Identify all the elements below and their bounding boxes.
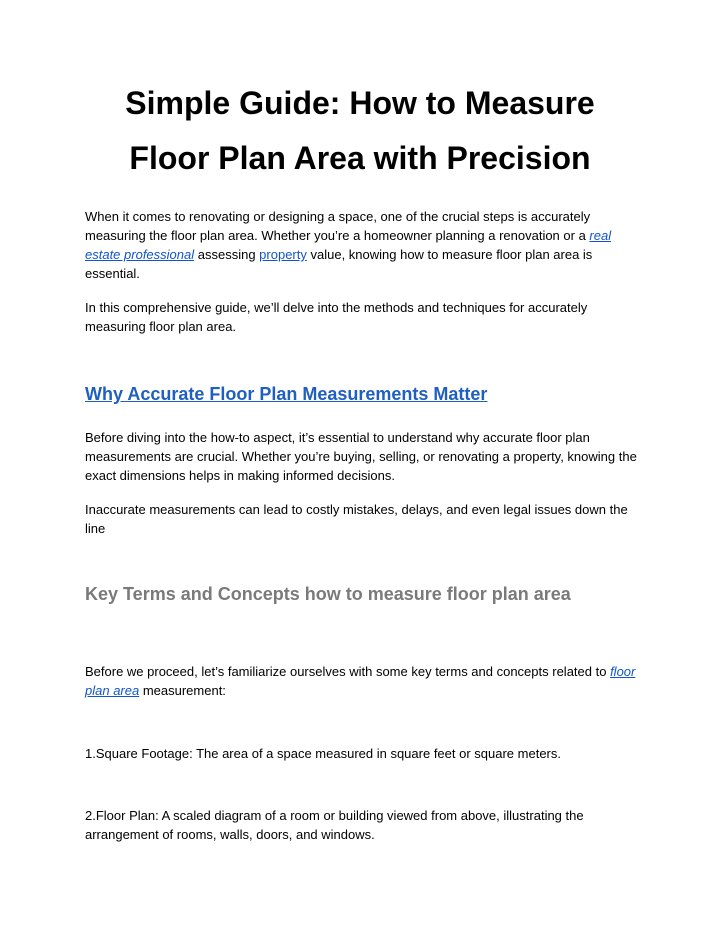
list-item-floor-plan: 2.Floor Plan: A scaled diagram of a room or building viewed from above, illustrating the arrangement of rooms, walls, doors, and windows. <box>85 808 584 842</box>
intro-text-1: When it comes to renovating or designing a space, one of the crucial steps is accurately measuring the floor plan area. Whether you’re a homeowner planning a renovation or a <box>85 209 591 243</box>
intro-text-2: assessing <box>194 247 260 262</box>
real-estate-professional-link[interactable]: real estate professional <box>85 228 612 262</box>
floor-plan-area-link[interactable]: floor plan area <box>85 664 636 698</box>
page-title <box>40 76 680 186</box>
title-line-1: Simple Guide: How to Measure <box>125 85 595 121</box>
intro-paragraph <box>85 207 645 283</box>
intro-paragraph-2: In this comprehensive guide, we’ll delve into the methods and techniques for accurately measuring floor plan area. <box>85 300 588 334</box>
section2-text: Before we proceed, let’s familiarize ourselves with some key terms and concepts related to <box>85 664 611 679</box>
property-link[interactable]: property <box>259 247 307 262</box>
intro-text-3: value, knowing how to measure floor plan area is essential. <box>85 247 593 281</box>
list-item-square-footage: 1.Square Footage: The area of a space measured in square feet or square meters. <box>85 746 561 761</box>
section2-text-after: measurement: <box>139 683 226 698</box>
section-heading-why-accurate[interactable]: Why Accurate Floor Plan Measurements Matter <box>85 384 488 404</box>
section2-paragraph-1 <box>85 662 645 700</box>
section-heading-key-terms: Key Terms and Concepts how to measure floor plan area <box>85 584 571 604</box>
title-line-2: Floor Plan Area with Precision <box>129 140 591 176</box>
section1-paragraph-2: Inaccurate measurements can lead to costly mistakes, delays, and even legal issues down the line <box>85 502 628 536</box>
section1-paragraph-1: Before diving into the how-to aspect, it’s essential to understand why accurate floor plan measurements are crucial. Whether you’re buying, selling, or renovating a property, knowing the exact dimensions helps in making informed decisions. <box>85 430 637 483</box>
